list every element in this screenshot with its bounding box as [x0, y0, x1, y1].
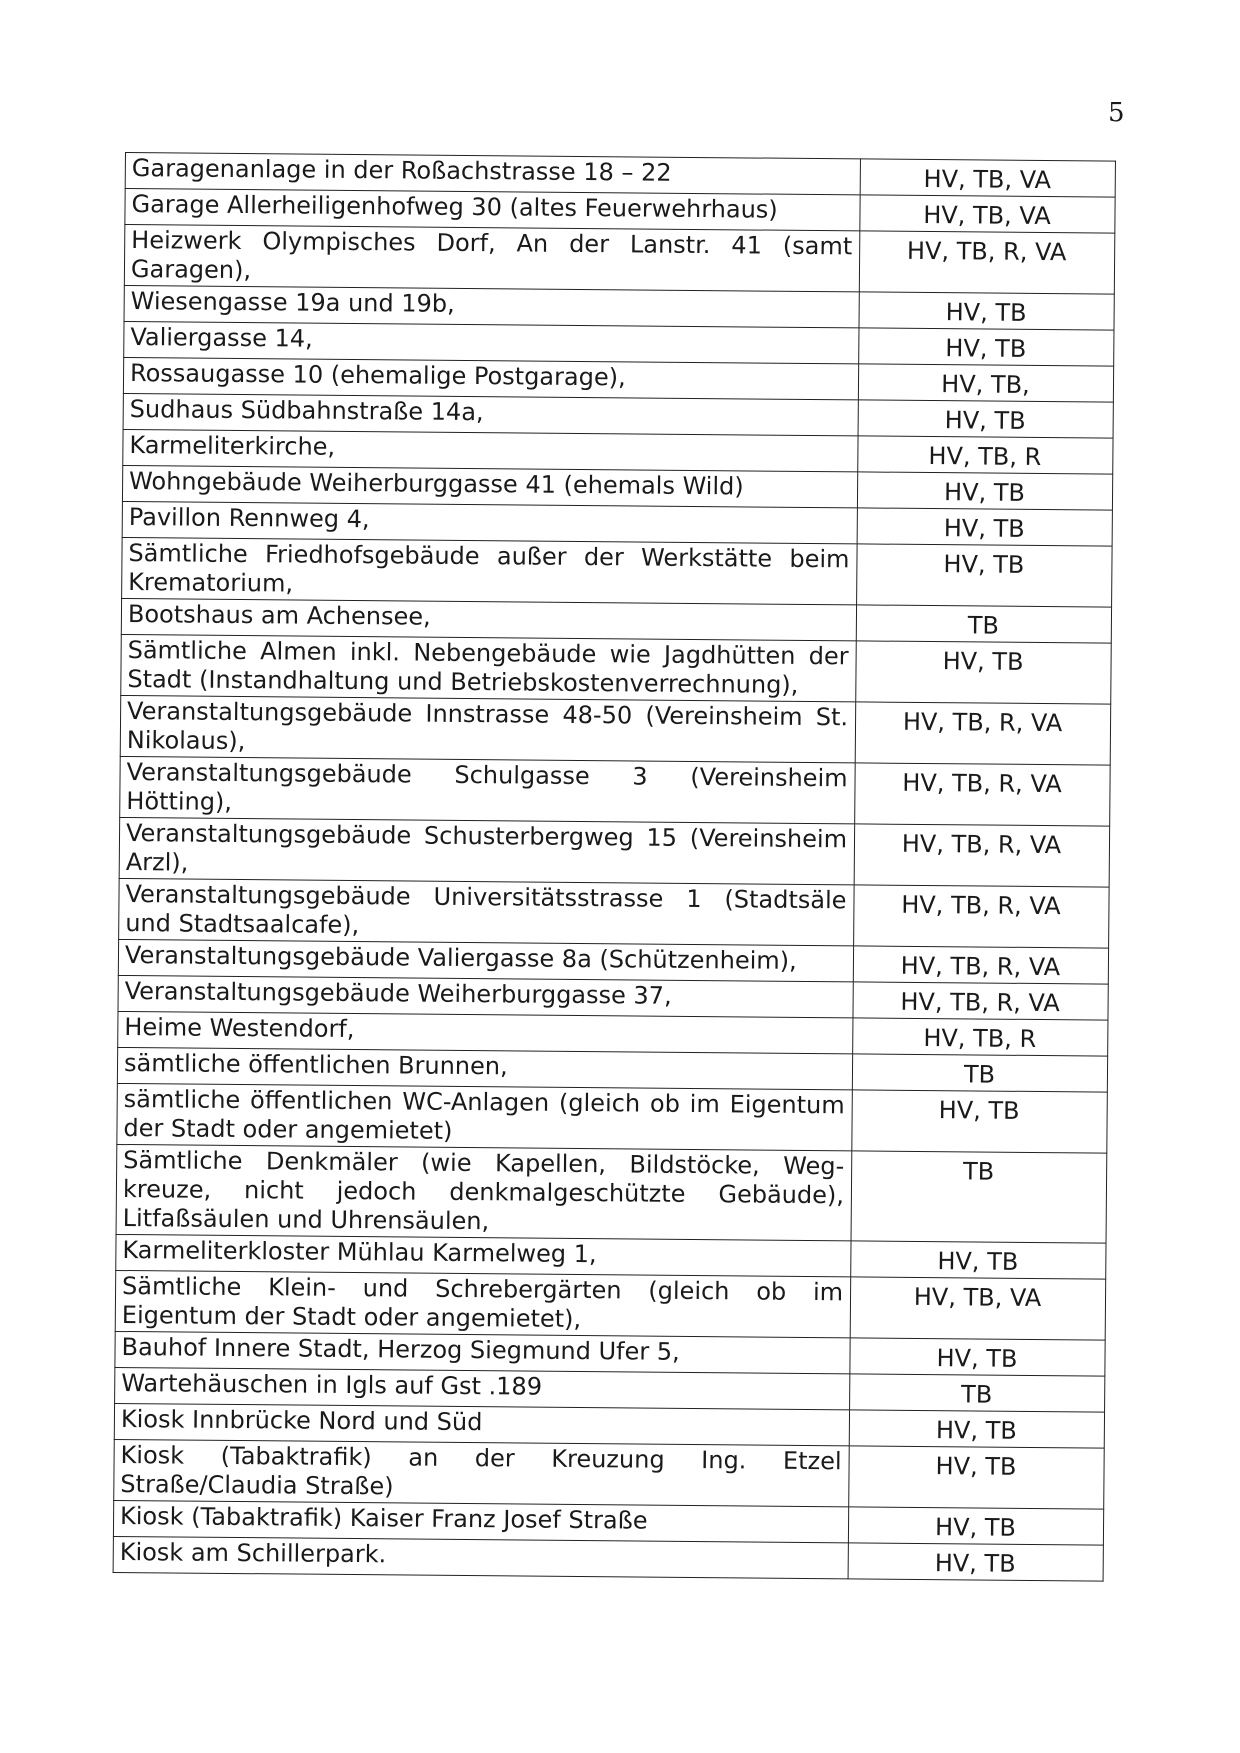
- building-cell: Veranstaltungsgebäude Valiergasse 8a (Schützenheim),: [118, 939, 853, 981]
- table-row: [122, 537, 1112, 607]
- codes-cell: HV, TB: [848, 1507, 1103, 1545]
- codes-cell: HV, TB, VA: [850, 1277, 1106, 1340]
- building-cell: Valiergasse 14,: [124, 321, 859, 363]
- building-cell: Veranstaltungsgebäude Weiherburggasse 37,: [118, 975, 853, 1017]
- codes-cell: HV, TB: [852, 1090, 1108, 1153]
- building-cell: Kiosk am Schillerpark.: [113, 1536, 848, 1578]
- codes-cell: HV, TB: [856, 641, 1112, 704]
- building-cell: Kiosk Innbrücke Nord und Süd: [114, 1403, 849, 1445]
- codes-cell: HV, TB: [849, 1410, 1104, 1448]
- codes-cell: HV, TB, VA: [860, 159, 1115, 197]
- building-cell: Karmeliterkirche,: [123, 429, 858, 471]
- building-cell: Bootshaus am Achensee,: [121, 598, 856, 640]
- table-row: [124, 225, 1114, 295]
- codes-cell: HV, TB: [859, 292, 1114, 330]
- building-cell: Kiosk (Tabaktrafik) an der Kreuzung Ing. Etzel Straße/Claudia Straße): [114, 1439, 850, 1506]
- codes-cell: HV, TB, R, VA: [859, 231, 1115, 294]
- building-cell: Bauhof Innere Stadt, Herzog Siegmund Ufer 5,: [115, 1331, 850, 1373]
- codes-cell: TB: [856, 605, 1111, 643]
- building-cell: Sudhaus Südbahnstraße 14a,: [123, 393, 858, 435]
- table-row: [119, 817, 1109, 887]
- codes-cell: HV, TB, R, VA: [853, 946, 1108, 984]
- codes-cell: HV, TB: [850, 1338, 1105, 1376]
- codes-cell: HV, TB: [857, 544, 1113, 607]
- building-cell: Veranstaltungsgebäude Universitätsstrasse 1 (Stadtsäle und Stadtsaalcafe),: [119, 878, 855, 945]
- building-cell: Veranstaltungsgebäude Schusterbergweg 15 (Vereinsheim Arzl),: [119, 817, 855, 884]
- building-cell: Garage Allerheiligenhofweg 30 (altes Feuerwehrhaus): [125, 189, 860, 231]
- building-cell: Sämtliche Almen inkl. Nebengebäude wie Jagdhütten der Stadt (Instandhaltung und Betriebskostenverrechnung),: [121, 634, 857, 701]
- codes-cell: HV, TB, R, VA: [854, 885, 1110, 948]
- codes-cell: TB: [850, 1374, 1105, 1412]
- codes-cell: HV, TB, R, VA: [854, 824, 1110, 887]
- codes-cell: HV, TB: [848, 1543, 1103, 1581]
- building-cell: Rossaugasse 10 (ehemalige Postgarage),: [123, 357, 858, 399]
- codes-cell: TB: [851, 1151, 1107, 1243]
- building-cell: Heizwerk Olympisches Dorf, An der Lanstr. 41 (samt Garagen),: [124, 225, 860, 292]
- building-cell: Wohngebäude Weiherburggasse 41 (ehemals Wild): [122, 465, 857, 507]
- building-cell: sämtliche öffentlichen Brunnen,: [117, 1047, 852, 1089]
- building-cell: sämtliche öffentlichen WC-Anlagen (gleich ob im Eigentum der Stadt oder angemietet): [117, 1083, 853, 1150]
- building-table-body: [113, 153, 1115, 1582]
- building-cell: Sämtliche Denkmäler (wie Kapellen, Bildstöcke, Weg-kreuze, nicht jedoch denkmalgeschützte Gebäude), Litfaßsäulen und Uhrensäulen,: [116, 1144, 852, 1240]
- building-table: [113, 152, 1116, 1582]
- table-row: [120, 756, 1110, 826]
- table-row: [113, 1536, 1103, 1581]
- table-row: [115, 1270, 1105, 1340]
- codes-cell: HV, TB, R: [853, 1018, 1108, 1056]
- table-row: [114, 1439, 1104, 1509]
- codes-cell: HV, TB, R, VA: [855, 763, 1111, 826]
- table-row: [119, 878, 1109, 948]
- table-row: [121, 634, 1111, 704]
- codes-cell: HV, TB: [849, 1446, 1105, 1509]
- codes-cell: HV, TB: [858, 400, 1113, 438]
- building-cell: Kiosk (Tabaktrafik) Kaiser Franz Josef Straße: [113, 1500, 848, 1542]
- codes-cell: HV, TB, R, VA: [853, 982, 1108, 1020]
- codes-cell: HV, TB: [859, 328, 1114, 366]
- table-row: [116, 1144, 1107, 1243]
- codes-cell: HV, TB: [851, 1241, 1106, 1279]
- codes-cell: HV, TB,: [858, 364, 1113, 402]
- codes-cell: HV, TB, VA: [860, 195, 1115, 233]
- table-row: [117, 1083, 1107, 1153]
- codes-cell: HV, TB: [857, 508, 1112, 546]
- building-cell: Veranstaltungsgebäude Schulgasse 3 (Vereinsheim Hötting),: [120, 756, 856, 823]
- building-cell: Veranstaltungsgebäude Innstrasse 48-50 (Vereinsheim St. Nikolaus),: [120, 695, 856, 762]
- building-cell: Wiesengasse 19a und 19b,: [124, 285, 859, 327]
- building-cell: Sämtliche Klein- und Schrebergärten (gleich ob im Eigentum der Stadt oder angemietet),: [115, 1270, 851, 1337]
- building-cell: Karmeliterkloster Mühlau Karmelweg 1,: [116, 1234, 851, 1276]
- building-cell: Sämtliche Friedhofsgebäude außer der Werkstätte beim Krematorium,: [122, 537, 858, 604]
- codes-cell: HV, TB: [857, 472, 1112, 510]
- building-cell: Wartehäuschen in Igls auf Gst .189: [115, 1367, 850, 1409]
- codes-cell: HV, TB, R: [858, 436, 1113, 474]
- building-cell: Heime Westendorf,: [118, 1011, 853, 1053]
- page-number: 5: [1108, 98, 1125, 128]
- codes-cell: HV, TB, R, VA: [855, 702, 1111, 765]
- building-cell: Pavillon Rennweg 4,: [122, 501, 857, 543]
- building-cell: Garagenanlage in der Roßachstrasse 18 – 22: [125, 153, 860, 195]
- table-row: [120, 695, 1110, 765]
- codes-cell: TB: [852, 1054, 1107, 1092]
